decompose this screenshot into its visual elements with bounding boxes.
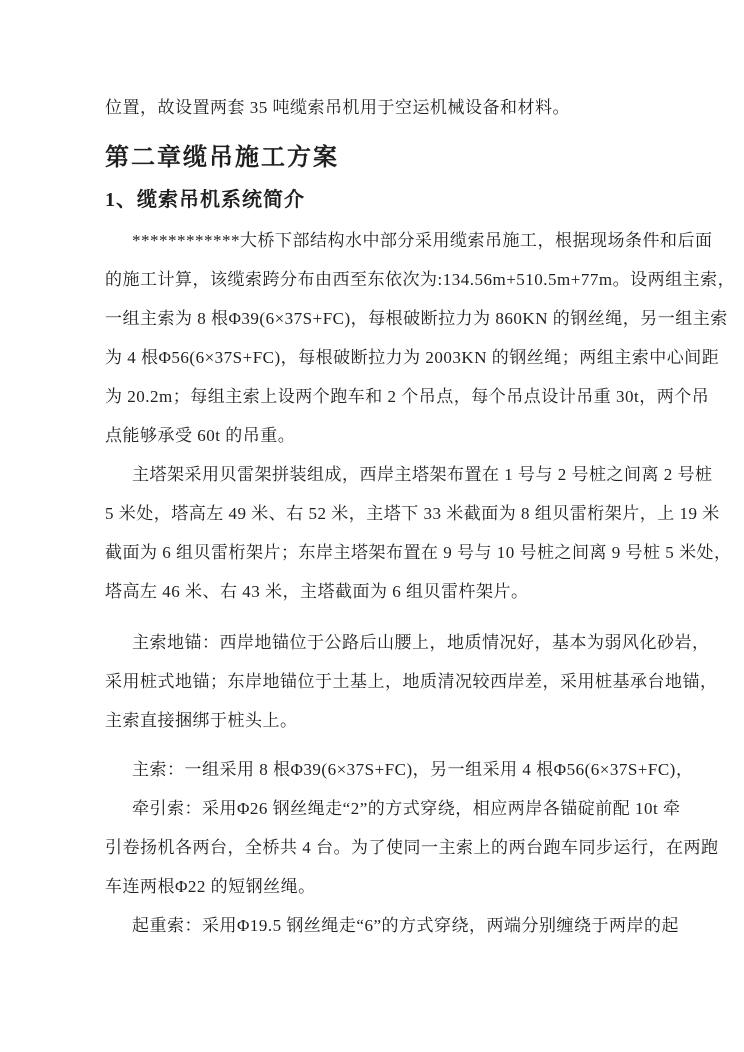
paragraph [105, 221, 736, 455]
text-line: 主索直接捆绑于桩头上。 [105, 711, 298, 730]
text-line: 5 米处，塔高左 49 米、右 52 米，主塔下 33 米截面为 8 组贝雷桁架片，上 19 米 [105, 504, 720, 523]
paragraph [105, 906, 680, 945]
text-line: 引卷扬机各两台，全桥共 4 台。为了使同一主索上的两台跑车同步运行，在两跑 [105, 838, 719, 857]
text-line: 采用桩式地锚；东岸地锚位于土基上，地质清况较西岸差，采用桩基承台地锚， [105, 672, 718, 691]
body-text [105, 221, 736, 945]
text-line: 牵引索：采用Φ26 钢丝绳走“2”的方式穿绕，相应两岸各锚碇前配 10t 牵 [132, 799, 681, 818]
text-line: 主索：一组采用 8 根Φ39(6×37S+FC)，另一组采用 4 根Φ56(6×37S+FC)， [132, 760, 694, 779]
text-line: 为 20.2m；每组主索上设两个跑车和 2 个吊点，每个吊点设计吊重 30t，两个吊 [105, 387, 710, 406]
text-line: 点能够承受 60t 的吊重。 [105, 426, 296, 445]
text-line: 主索地锚：西岸地锚位于公路后山腰上，地质情况好，基本为弱风化砂岩， [132, 633, 710, 652]
chapter-heading: 第二章缆吊施工方案 [105, 145, 339, 171]
text-line: 起重索：采用Φ19.5 钢丝绳走“6”的方式穿绕，两端分别缠绕于两岸的起 [132, 916, 680, 935]
text-line: 主塔架采用贝雷架拼装组成，西岸主塔架布置在 1 号与 2 号桩之间离 2 号桩 [132, 465, 713, 484]
text-line: ************大桥下部结构水中部分采用缆索吊施工，根据现场条件和后面 [132, 231, 713, 250]
text-line: 截面为 6 组贝雷桁架片；东岸主塔架布置在 9 号与 10 号桩之间离 9 号桩 5 米处， [105, 543, 732, 562]
paragraph [105, 750, 694, 789]
paragraph [105, 455, 732, 611]
text-line: 车连两根Φ22 的短钢丝绳。 [105, 877, 316, 896]
text-line: 一组主索为 8 根Φ39(6×37S+FC)，每根破断拉力为 860KN 的钢丝绳，另一组主索 [105, 309, 728, 328]
intro-text-line: 位置，故设置两套 35 吨缆索吊机用于空运机械设备和材料。 [105, 98, 570, 117]
paragraph [105, 623, 718, 740]
text-line: 的施工计算，该缆索跨分布由西至东依次为:134.56m+510.5m+77m。设两组主索， [105, 270, 736, 289]
section-heading: 1、缆索吊机系统简介 [105, 189, 305, 211]
text-line: 塔高左 46 米、右 43 米，主塔截面为 6 组贝雷杵架片。 [105, 582, 529, 601]
paragraph [105, 789, 719, 906]
text-line: 为 4 根Φ56(6×37S+FC)，每根破断拉力为 2003KN 的钢丝绳；两组主索中心间距 [105, 348, 720, 367]
